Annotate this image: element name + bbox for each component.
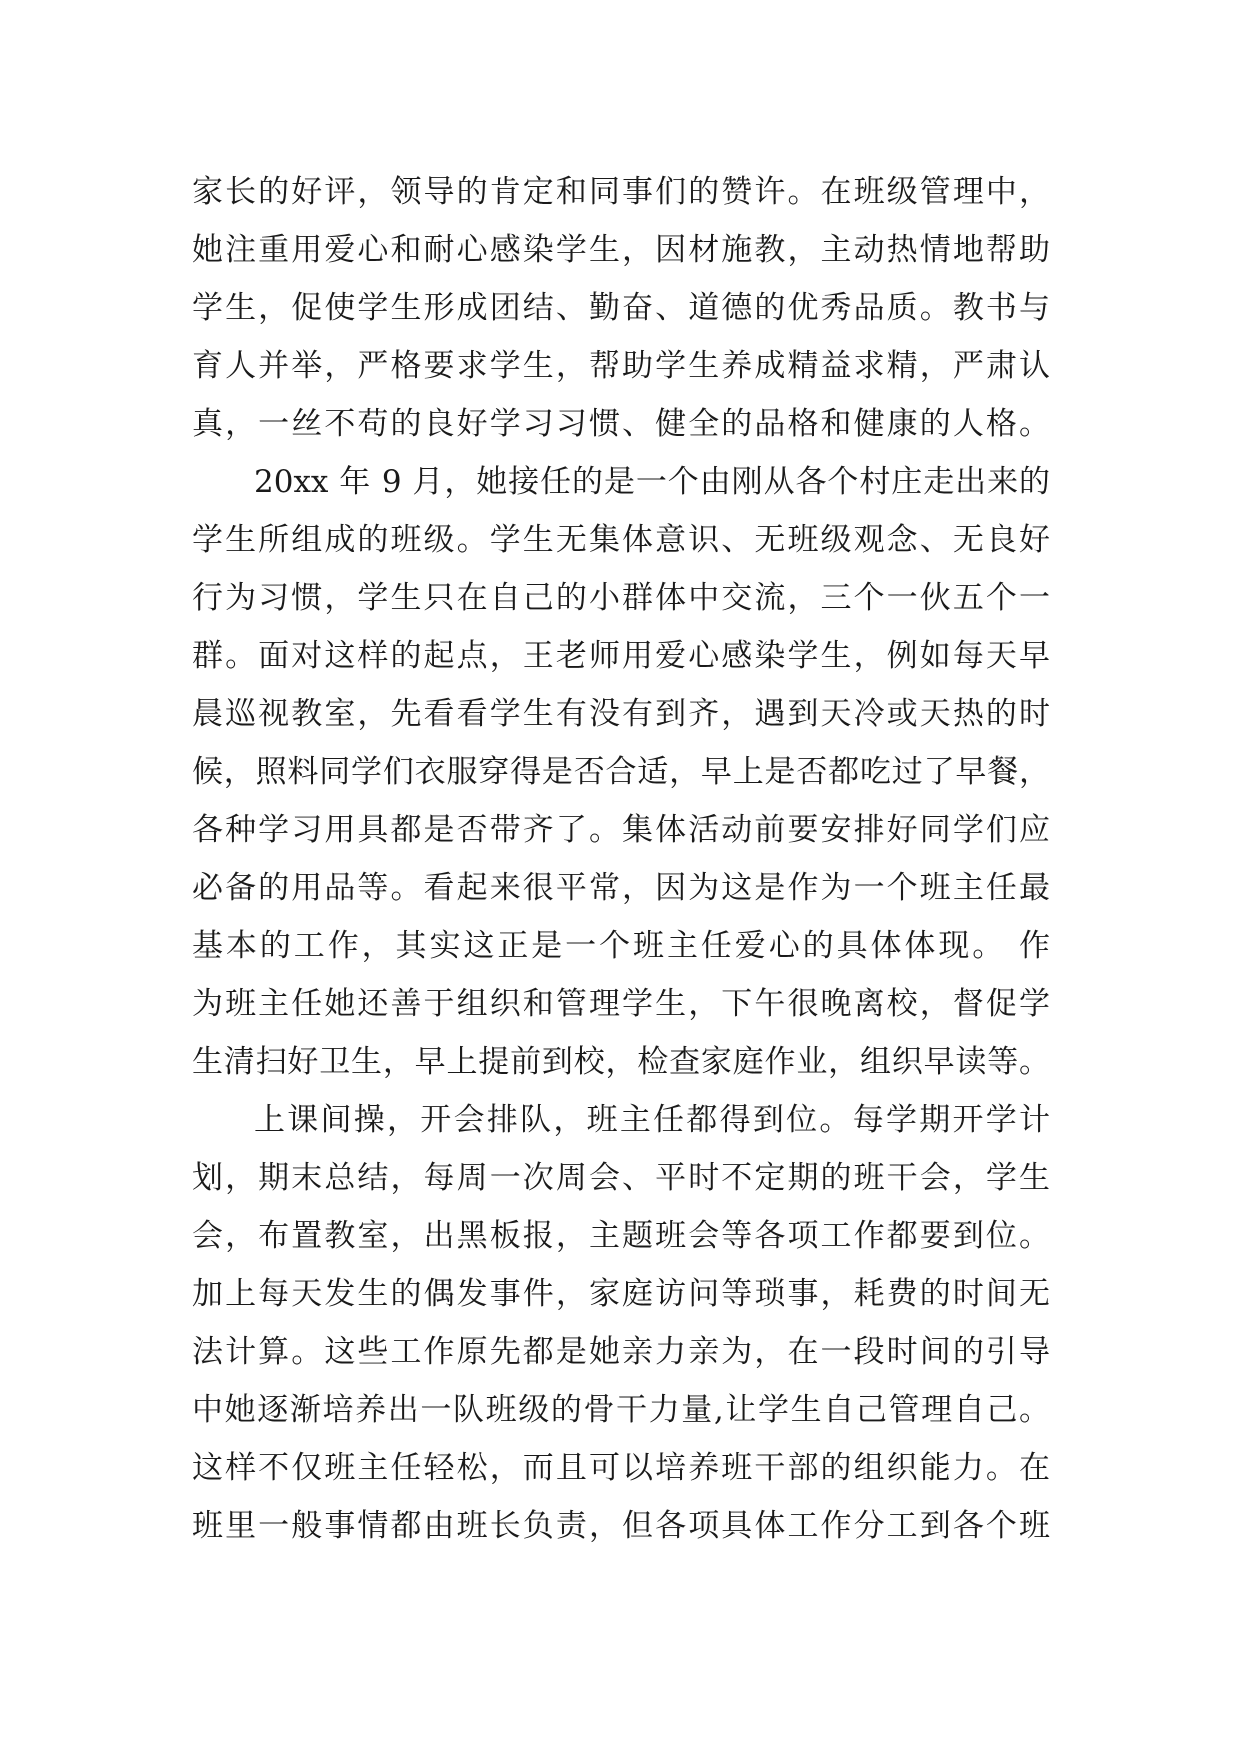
- text-line: 学生，促使学生形成团结、勤奋、道德的优秀品质。教书与: [192, 290, 1050, 326]
- document-body: [192, 163, 1050, 1555]
- text-line: 加上每天发生的偶发事件，家庭访问等琐事，耗费的时间无: [192, 1276, 1050, 1312]
- text-line: 20xx 年 9 月，她接任的是一个由刚从各个村庄走出来的: [254, 464, 1050, 500]
- text-line: 班里一般事情都由班长负责，但各项具体工作分工到各个班: [192, 1508, 1050, 1544]
- text-line: 群。面对这样的起点，王老师用爱心感染学生，例如每天早: [192, 638, 1050, 674]
- text-line: 划，期末总结，每周一次周会、平时不定期的班干会，学生: [192, 1160, 1050, 1196]
- text-line: 中她逐渐培养出一队班级的骨干力量,让学生自己管理自己。: [192, 1392, 1050, 1428]
- text-line: 她注重用爱心和耐心感染学生，因材施教，主动热情地帮助: [192, 232, 1050, 268]
- text-line: 为班主任她还善于组织和管理学生，下午很晚离校，督促学: [192, 986, 1050, 1022]
- text-line: 育人并举，严格要求学生，帮助学生养成精益求精，严肃认: [192, 348, 1050, 384]
- paragraph-2: [192, 453, 1050, 1091]
- text-line: 这样不仅班主任轻松，而且可以培养班干部的组织能力。在: [192, 1450, 1050, 1486]
- paragraph-1: [192, 163, 1050, 453]
- text-line: 各种学习用具都是否带齐了。集体活动前要安排好同学们应: [192, 812, 1050, 848]
- text-line: 上课间操，开会排队，班主任都得到位。每学期开学计: [254, 1102, 1050, 1138]
- text-line: 晨巡视教室，先看看学生有没有到齐，遇到天冷或天热的时: [192, 696, 1050, 732]
- text-line: 行为习惯，学生只在自己的小群体中交流，三个一伙五个一: [192, 580, 1050, 616]
- text-line: 基本的工作，其实这正是一个班主任爱心的具体体现。 作: [192, 928, 1050, 964]
- paragraph-3: [192, 1091, 1050, 1555]
- text-line: 真，一丝不苟的良好学习习惯、健全的品格和健康的人格。: [192, 406, 1050, 442]
- text-line: 生清扫好卫生，早上提前到校，检查家庭作业，组织早读等。: [192, 1044, 1050, 1080]
- text-line: 会，布置教室，出黑板报，主题班会等各项工作都要到位。: [192, 1218, 1050, 1254]
- text-line: 学生所组成的班级。学生无集体意识、无班级观念、无良好: [192, 522, 1050, 558]
- text-line: 候，照料同学们衣服穿得是否合适，早上是否都吃过了早餐，: [192, 754, 1050, 790]
- text-line: 必备的用品等。看起来很平常，因为这是作为一个班主任最: [192, 870, 1050, 906]
- text-line: 法计算。这些工作原先都是她亲力亲为，在一段时间的引导: [192, 1334, 1050, 1370]
- text-line: 家长的好评，领导的肯定和同事们的赞许。在班级管理中，: [192, 174, 1050, 210]
